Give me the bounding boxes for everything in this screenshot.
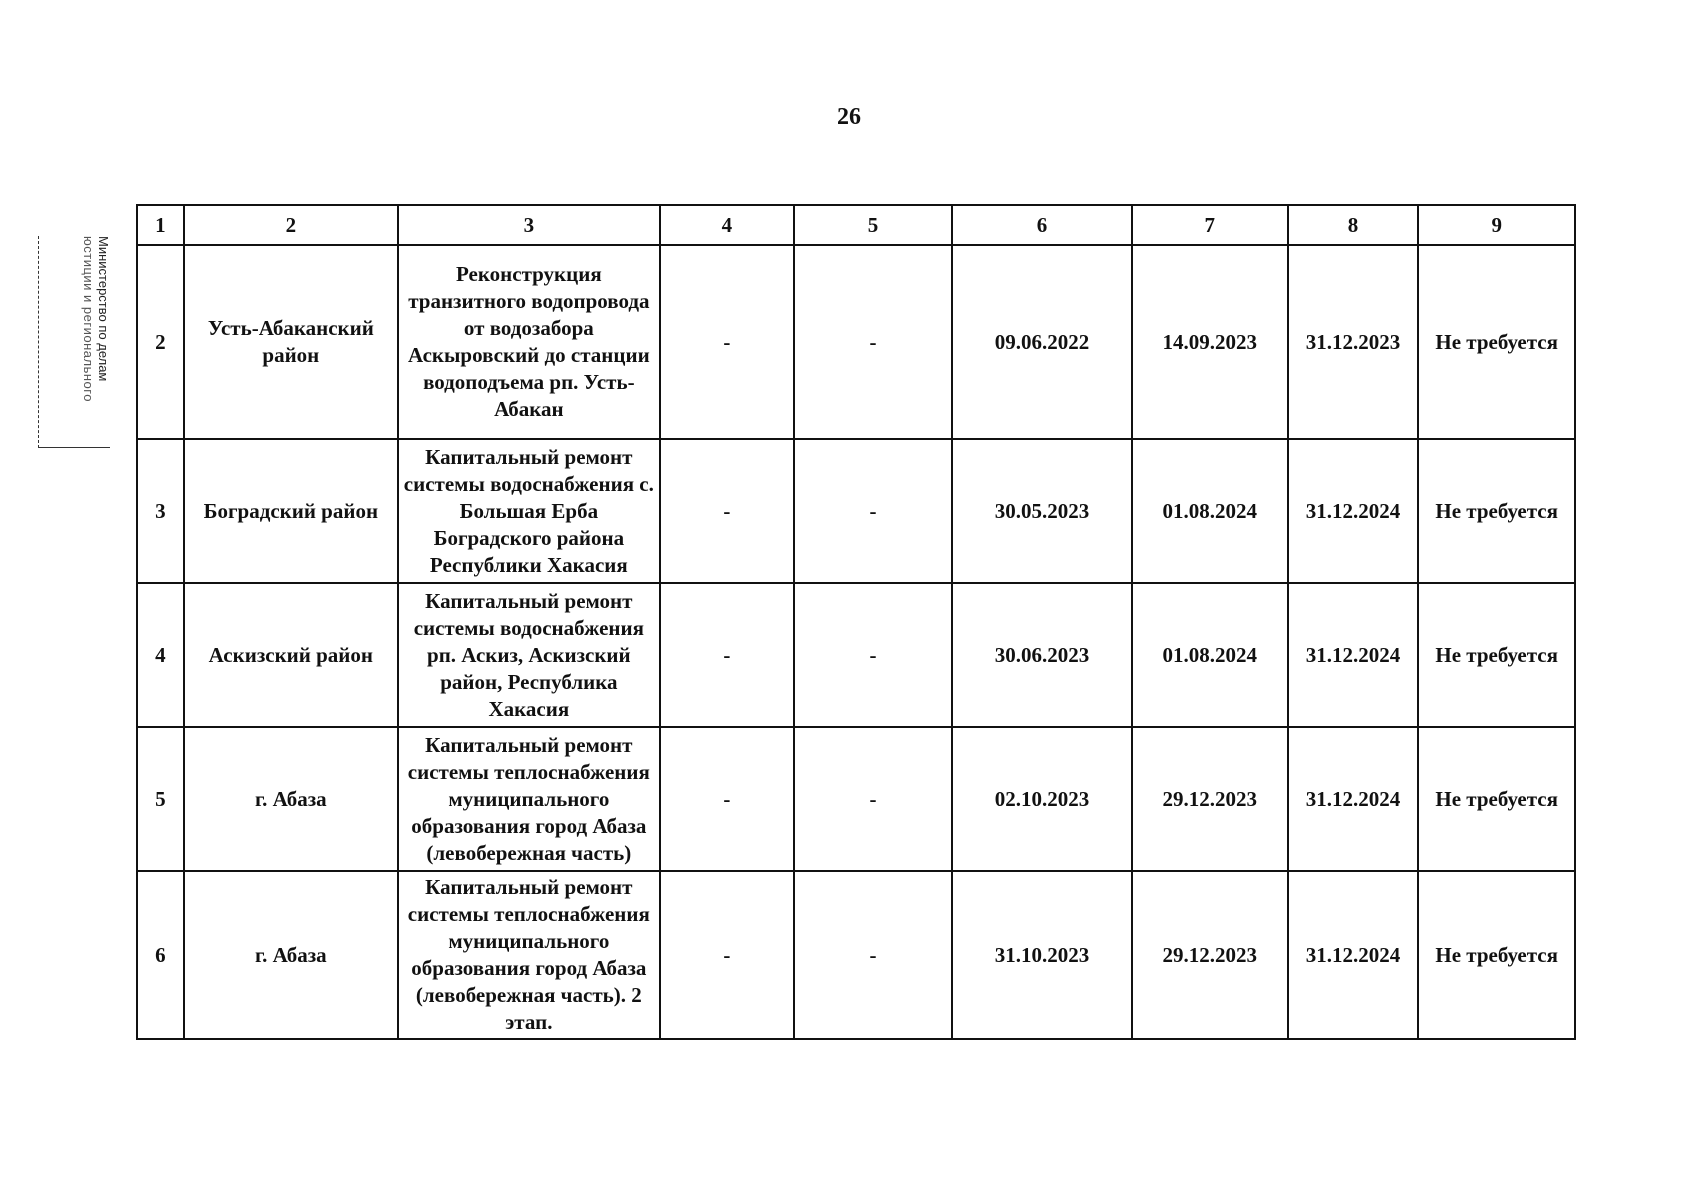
date-col-8: 31.12.2024 bbox=[1288, 439, 1419, 583]
project-description: Капитальный ремонт системы водоснабжения с. Большая Ерба Боградского района Республики Хакасия bbox=[398, 439, 660, 583]
stamp-line-2: юстиции и регионального bbox=[81, 236, 96, 402]
table-row bbox=[137, 583, 1575, 727]
cell-col-4: - bbox=[660, 439, 794, 583]
header-cell-1: 1 bbox=[137, 205, 184, 245]
table-row bbox=[137, 871, 1575, 1039]
cell-col-4: - bbox=[660, 871, 794, 1039]
date-col-6: 31.10.2023 bbox=[952, 871, 1132, 1039]
date-col-7: 29.12.2023 bbox=[1132, 727, 1288, 871]
page-number: 26 bbox=[837, 104, 861, 130]
date-col-8: 31.12.2023 bbox=[1288, 245, 1419, 439]
table-row bbox=[137, 727, 1575, 871]
date-col-6: 09.06.2022 bbox=[952, 245, 1132, 439]
registry-table bbox=[136, 204, 1576, 1040]
date-col-8: 31.12.2024 bbox=[1288, 727, 1419, 871]
status-cell: Не требуется bbox=[1418, 871, 1575, 1039]
header-cell-8: 8 bbox=[1288, 205, 1419, 245]
header-cell-5: 5 bbox=[794, 205, 952, 245]
header-cell-7: 7 bbox=[1132, 205, 1288, 245]
municipality: Аскизский район bbox=[184, 583, 398, 727]
date-col-6: 30.06.2023 bbox=[952, 583, 1132, 727]
row-number: 4 bbox=[137, 583, 184, 727]
cell-col-5: - bbox=[794, 439, 952, 583]
municipality: Усть-Абаканский район bbox=[184, 245, 398, 439]
cell-col-4: - bbox=[660, 727, 794, 871]
header-cell-3: 3 bbox=[398, 205, 660, 245]
header-cell-2: 2 bbox=[184, 205, 398, 245]
table-row bbox=[137, 439, 1575, 583]
date-col-6: 02.10.2023 bbox=[952, 727, 1132, 871]
cell-col-5: - bbox=[794, 727, 952, 871]
date-col-7: 29.12.2023 bbox=[1132, 871, 1288, 1039]
stamp-text bbox=[81, 236, 111, 448]
header-row bbox=[137, 205, 1575, 245]
row-number: 2 bbox=[137, 245, 184, 439]
date-col-7: 01.08.2024 bbox=[1132, 439, 1288, 583]
registration-stamp bbox=[38, 236, 110, 448]
project-description: Капитальный ремонт системы теплоснабжения муниципального образования город Абаза (левобережная часть) bbox=[398, 727, 660, 871]
date-col-7: 14.09.2023 bbox=[1132, 245, 1288, 439]
cell-col-5: - bbox=[794, 871, 952, 1039]
date-col-6: 30.05.2023 bbox=[952, 439, 1132, 583]
date-col-7: 01.08.2024 bbox=[1132, 583, 1288, 727]
cell-col-5: - bbox=[794, 245, 952, 439]
date-col-8: 31.12.2024 bbox=[1288, 583, 1419, 727]
cell-col-4: - bbox=[660, 245, 794, 439]
project-description: Капитальный ремонт системы водоснабжения рп. Аскиз, Аскизский район, Республика Хакасия bbox=[398, 583, 660, 727]
date-col-8: 31.12.2024 bbox=[1288, 871, 1419, 1039]
row-number: 3 bbox=[137, 439, 184, 583]
status-cell: Не требуется bbox=[1418, 583, 1575, 727]
project-description: Капитальный ремонт системы теплоснабжения муниципального образования город Абаза (левобережная часть). 2 этап. bbox=[398, 871, 660, 1039]
municipality: г. Абаза bbox=[184, 727, 398, 871]
status-cell: Не требуется bbox=[1418, 727, 1575, 871]
project-description: Реконструкция транзитного водопровода от водозабора Аскыровский до станции водоподъема рп. Усть-Абакан bbox=[398, 245, 660, 439]
cell-col-4: - bbox=[660, 583, 794, 727]
status-cell: Не требуется bbox=[1418, 245, 1575, 439]
header-cell-4: 4 bbox=[660, 205, 794, 245]
row-number: 6 bbox=[137, 871, 184, 1039]
status-cell: Не требуется bbox=[1418, 439, 1575, 583]
cell-col-5: - bbox=[794, 583, 952, 727]
row-number: 5 bbox=[137, 727, 184, 871]
municipality: Боградский район bbox=[184, 439, 398, 583]
header-cell-6: 6 bbox=[952, 205, 1132, 245]
stamp-line-1: Министерство по делам bbox=[96, 236, 111, 382]
table-row bbox=[137, 245, 1575, 439]
header-cell-9: 9 bbox=[1418, 205, 1575, 245]
municipality: г. Абаза bbox=[184, 871, 398, 1039]
